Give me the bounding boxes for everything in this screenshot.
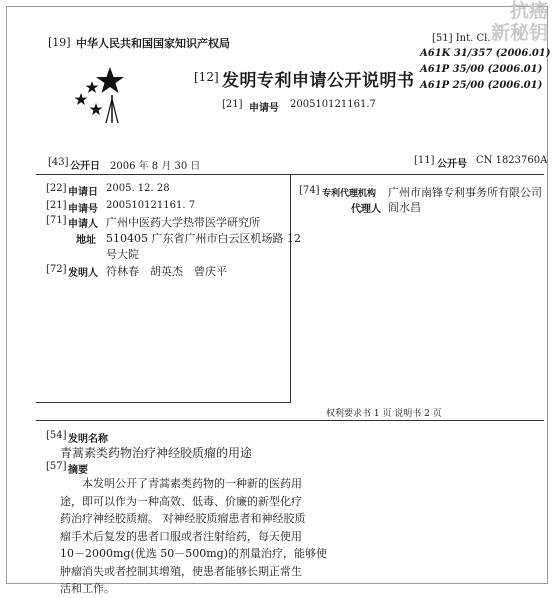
f21-value: 200510121161. 7 (106, 200, 196, 211)
abstract-line: 途，即可以作为一种高效、低毒、价廉的新型化疗 (60, 494, 302, 508)
address-label: 地址 (76, 235, 96, 246)
f72-value: 符林春 胡英杰 曾庆平 (106, 265, 227, 278)
cnipa-emblem (72, 65, 124, 123)
watermark-line1: 抗癌 (509, 0, 548, 22)
ipc-line-1: A61K 31/357 (2006.01) (420, 48, 551, 59)
f74-code: [74] (299, 185, 320, 196)
pubno-code: [11] (414, 155, 435, 166)
f72-code: [72] (46, 264, 67, 275)
f22-value: 2005. 12. 28 (106, 183, 170, 194)
claims-page-count: 权利要求书 1 页 说明书 2 页 (326, 409, 442, 419)
f54-label: 发明名称 (68, 434, 108, 445)
address-line-1: 510405 广东省广州市白云区机场路 12 (106, 232, 301, 245)
abstract-line: 活和工作。 (60, 582, 115, 595)
ipc-line-3: A61P 25/00 (2006.01) (420, 80, 543, 91)
ipc-line-2: A61P 35/00 (2006.01) (420, 64, 543, 75)
emblem-big-star (96, 67, 124, 93)
divider-bottom (36, 420, 544, 421)
f57-code: [57] (46, 461, 67, 472)
emblem-star-2 (75, 93, 88, 105)
watermark (491, 0, 548, 44)
pubdate-code: [43] (48, 157, 69, 168)
country-code: [19] (48, 36, 71, 49)
agent-value: 阎水昌 (388, 201, 421, 214)
f22-label: 申请日 (68, 187, 98, 198)
f22-code: [22] (46, 183, 67, 194)
ipc-code: [51] Int. Cl. (432, 33, 491, 44)
f54-code: [54] (46, 430, 67, 441)
abstract-line: 本发明公开了青蒿素类药物的一种新的医药用 (82, 477, 302, 490)
column-divider (290, 175, 291, 402)
f21-code: [21] (46, 200, 67, 211)
agent-label: 代理人 (351, 204, 381, 215)
f72-label: 发明人 (68, 268, 98, 279)
divider-left-bottom (36, 402, 291, 403)
f71-code: [71] (46, 215, 67, 226)
f21-label: 申请号 (68, 204, 98, 215)
pubno-value: CN 1823760A (476, 155, 548, 166)
f71-value: 广州中医药大学热带医学研究所 (106, 216, 260, 229)
f71-label: 申请人 (68, 219, 98, 230)
f74-value: 广州市南锋专利事务所有限公司 (388, 186, 542, 199)
appno-label: 申请号 (249, 103, 279, 114)
country-name: 中华人民共和国国家知识产权局 (76, 37, 230, 50)
appno-value: 200510121161.7 (290, 99, 376, 110)
emblem-star-3 (90, 103, 103, 115)
doc-type-title: 发明专利申请公开说明书 (222, 71, 415, 91)
address-line-2: 号大院 (106, 248, 139, 261)
emblem-star-1 (86, 81, 99, 93)
appno-code: [21] (222, 99, 243, 110)
abstract-line: 瘤手术后复发的患者口服或者注射给药，每天使用 (60, 529, 302, 543)
pubdate-label: 公开日 (70, 161, 100, 172)
abstract-line: 10－2000mg(优选 50－500mg)的剂量治疗，能够使 (60, 547, 328, 560)
doc-type-code: [12] (194, 70, 219, 84)
abstract-line: 肿瘤消失或者控制其增殖，使患者能够长期正常生 (60, 564, 302, 578)
f57-label: 摘要 (68, 465, 88, 476)
pubdate-value: 2006 年 8 月 30 日 (110, 161, 201, 172)
pubno-label: 公开号 (437, 159, 467, 170)
abstract-line: 药治疗神经胶质瘤。 对神经胶质瘤患者和神经胶质 (60, 512, 306, 525)
watermark-line2: 新秘钥 (490, 22, 548, 44)
invention-title: 青蒿素类药物治疗神经胶质瘤的用途 (60, 446, 253, 460)
f74-label: 专利代理机构 (322, 189, 377, 199)
abstract-text (60, 475, 327, 598)
